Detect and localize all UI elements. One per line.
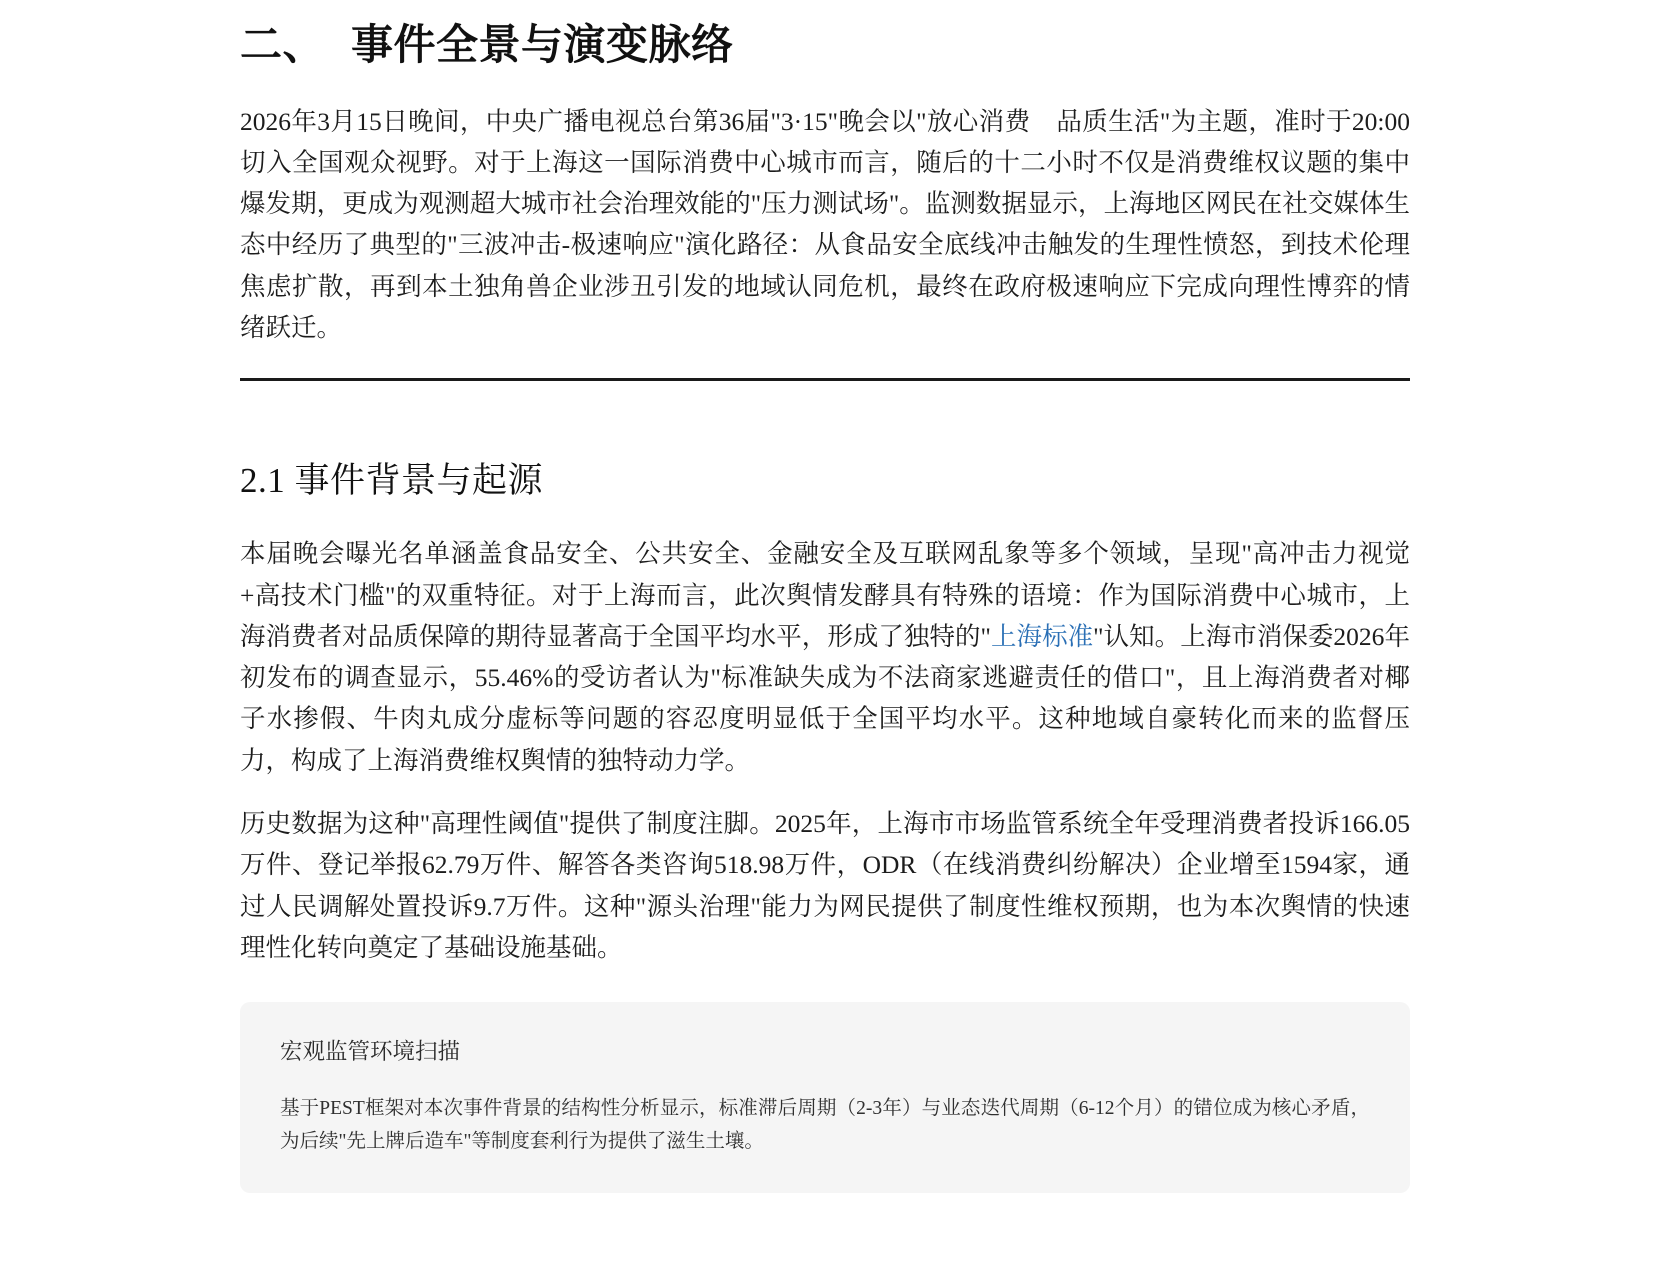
section-divider <box>240 378 1410 381</box>
subsection-paragraph-2: 历史数据为这种"高理性阈值"提供了制度注脚。2025年，上海市市场监管系统全年受理消费者投诉166.05万件、登记举报62.79万件、解答各类咨询518.98万件，ODR（在线消费纠纷解决）企业增至1594家，通过人民调解处置投诉9.7万件。这种"源头治理"能力为网民提供了制度性维权预期，也为本次舆情的快速理性化转向奠定了基础设施基础。 <box>240 809 1410 962</box>
callout-title: 宏观监管环境扫描 <box>280 1039 461 1065</box>
document-page <box>0 20 1653 1269</box>
subsection-paragraph-1 <box>240 533 1410 781</box>
section-number: 二、 <box>240 23 326 69</box>
callout-box <box>240 1002 1410 1193</box>
section-intro-paragraph: 2026年3月15日晚间，中央广播电视总台第36届"3·15"晚会以"放心消费 品质生活"为主题，准时于20:00切入全国观众视野。对于上海这一国际消费中心城市而言，随后的十二小时不仅是消费维权议题的集中爆发期，更成为观测超大城市社会治理效能的"压力测试场"。监测数据显示，上海地区网民在社交媒体生态中经历了典型的"三波冲击-极速响应"演化路径：从食品安全底线冲击触发的生理性愤怒，到技术伦理焦虑扩散，再到本土独角兽企业涉丑引发的地域认同危机，最终在政府极速响应下完成向理性博弈的情绪跃迁。 <box>240 106 1410 342</box>
paragraph-text-part-2: "认知。上海市消保委2026年初发布的调查显示，55.46%的受访者认为"标准缺失成为不法商家逃避责任的借口"，且上海消费者对椰子水掺假、牛肉丸成分虚标等问题的容忍度明显低于全国平均水平。这种地域自豪转化而来的监督压力，构成了上海消费维权舆情的独特动力学。 <box>240 621 1410 775</box>
section-heading <box>240 20 1410 73</box>
shanghai-standard-link[interactable]: 上海标准 <box>990 621 1094 651</box>
section-heading-text: 事件全景与演变脉络 <box>351 23 734 69</box>
document-body <box>240 20 1410 1193</box>
callout-text: 基于PEST框架对本次事件背景的结构性分析显示，标准滞后周期（2-3年）与业态迭代周期（6-12个月）的错位成为核心矛盾，为后续"先上牌后造车"等制度套利行为提供了滋生土壤。 <box>280 1097 1370 1153</box>
paragraph-text-part-1: 本届晚会曝光名单涵盖食品安全、公共安全、金融安全及互联网乱象等多个领域，呈现"高冲击力视觉+高技术门槛"的双重特征。对于上海而言，此次舆情发酵具有特殊的语境：作为国际消费中心城市，上海消费者对品质保障的期待显著高于全国平均水平，形成了独特的" <box>240 539 1410 651</box>
subsection-heading: 2.1 事件背景与起源 <box>240 461 544 501</box>
